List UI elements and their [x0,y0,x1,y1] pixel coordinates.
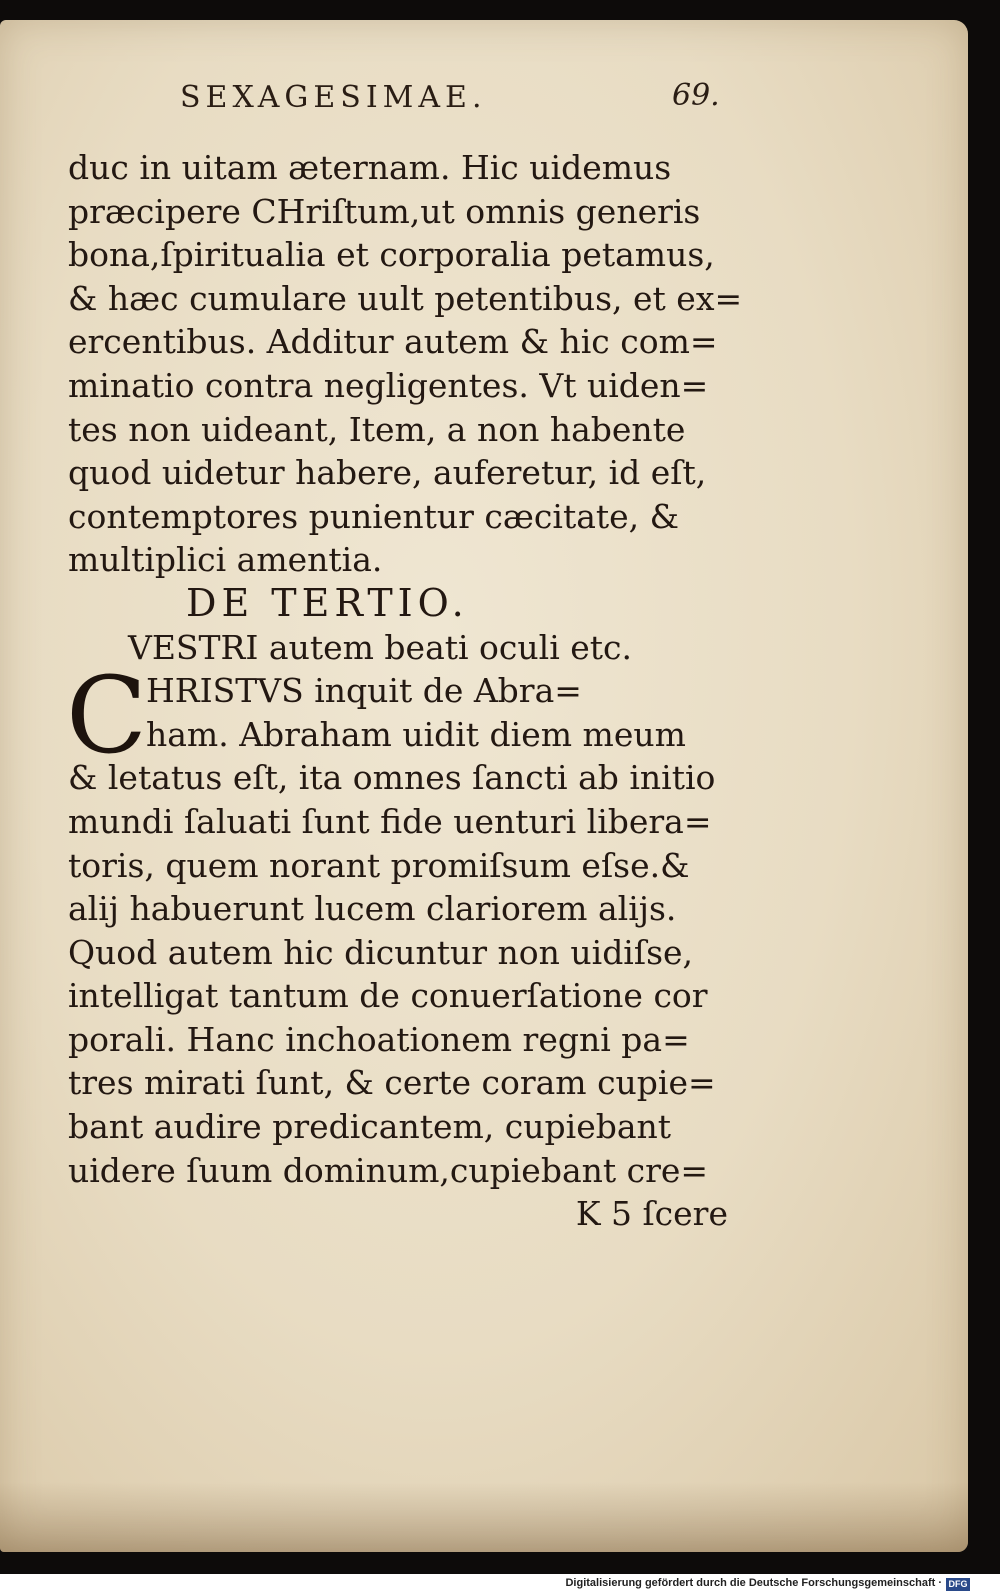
text-line: toris, quem norant promiſsum eſse.& [68,845,690,885]
body-text [68,146,768,1236]
text-line: tes non uideant, Item, a non habente [68,409,686,449]
footer-bar [0,1574,1000,1596]
text-line: & hæc cumulare uult petentibus, et ex= [68,278,743,318]
section-subheading: VESTRI autem beati oculi etc. [128,627,633,667]
section-heading: DE TERTIO. [186,580,469,625]
page-header [0,80,968,120]
text-line: multiplici amentia. [68,540,383,580]
book-page [0,20,968,1552]
catchword-line: K 5 ſcere [575,1194,728,1234]
text-line: tres mirati ſunt, & certe coram cupie= [68,1063,716,1103]
running-head: SEXAGESIMAE. [180,80,487,115]
text-line: & letatus eſt, ita omnes ſancti ab initio [68,758,716,798]
text-line: porali. Hanc inchoationem regni pa= [68,1019,690,1059]
page-number: 69. [672,78,720,113]
text-line: præcipere CHriſtum,ut omnis generis [68,191,701,231]
funding-credit: Digitalisierung gefördert durch die Deutsche Forschungsgemeinschaft · [565,1577,942,1589]
text-line: quod uidetur habere, auferetur, id eſt, [68,453,707,493]
text-line: alij habuerunt lucem clariorem alijs. [68,889,677,929]
text-line: contemptores punientur cæcitate, & [68,496,680,536]
dfg-logo: DFG [946,1578,970,1591]
text-line: ham. Abraham uidit diem meum [146,714,686,754]
text-line: Quod autem hic dicuntur non uidiſse, [68,932,694,972]
text-line: bona,ſpiritualia et corporalia petamus, [68,235,715,275]
text-line: duc in uitam æternam. Hic uidemus [68,148,672,187]
text-line: minatio contra negligentes. Vt uiden= [68,365,709,405]
text-line: mundi ſaluati ſunt fide uenturi libera= [68,801,712,841]
text-line: ercentibus. Additur autem & hic com= [68,322,718,362]
drop-capital: C [66,654,148,778]
text-line: uidere ſuum dominum,cupiebant cre= [68,1150,709,1190]
text-line: bant audire predicantem, cupiebant [68,1107,672,1147]
text-line: HRISTVS inquit de Abra= [146,671,582,711]
text-line: intelligat tantum de conuerſatione cor [68,976,708,1016]
